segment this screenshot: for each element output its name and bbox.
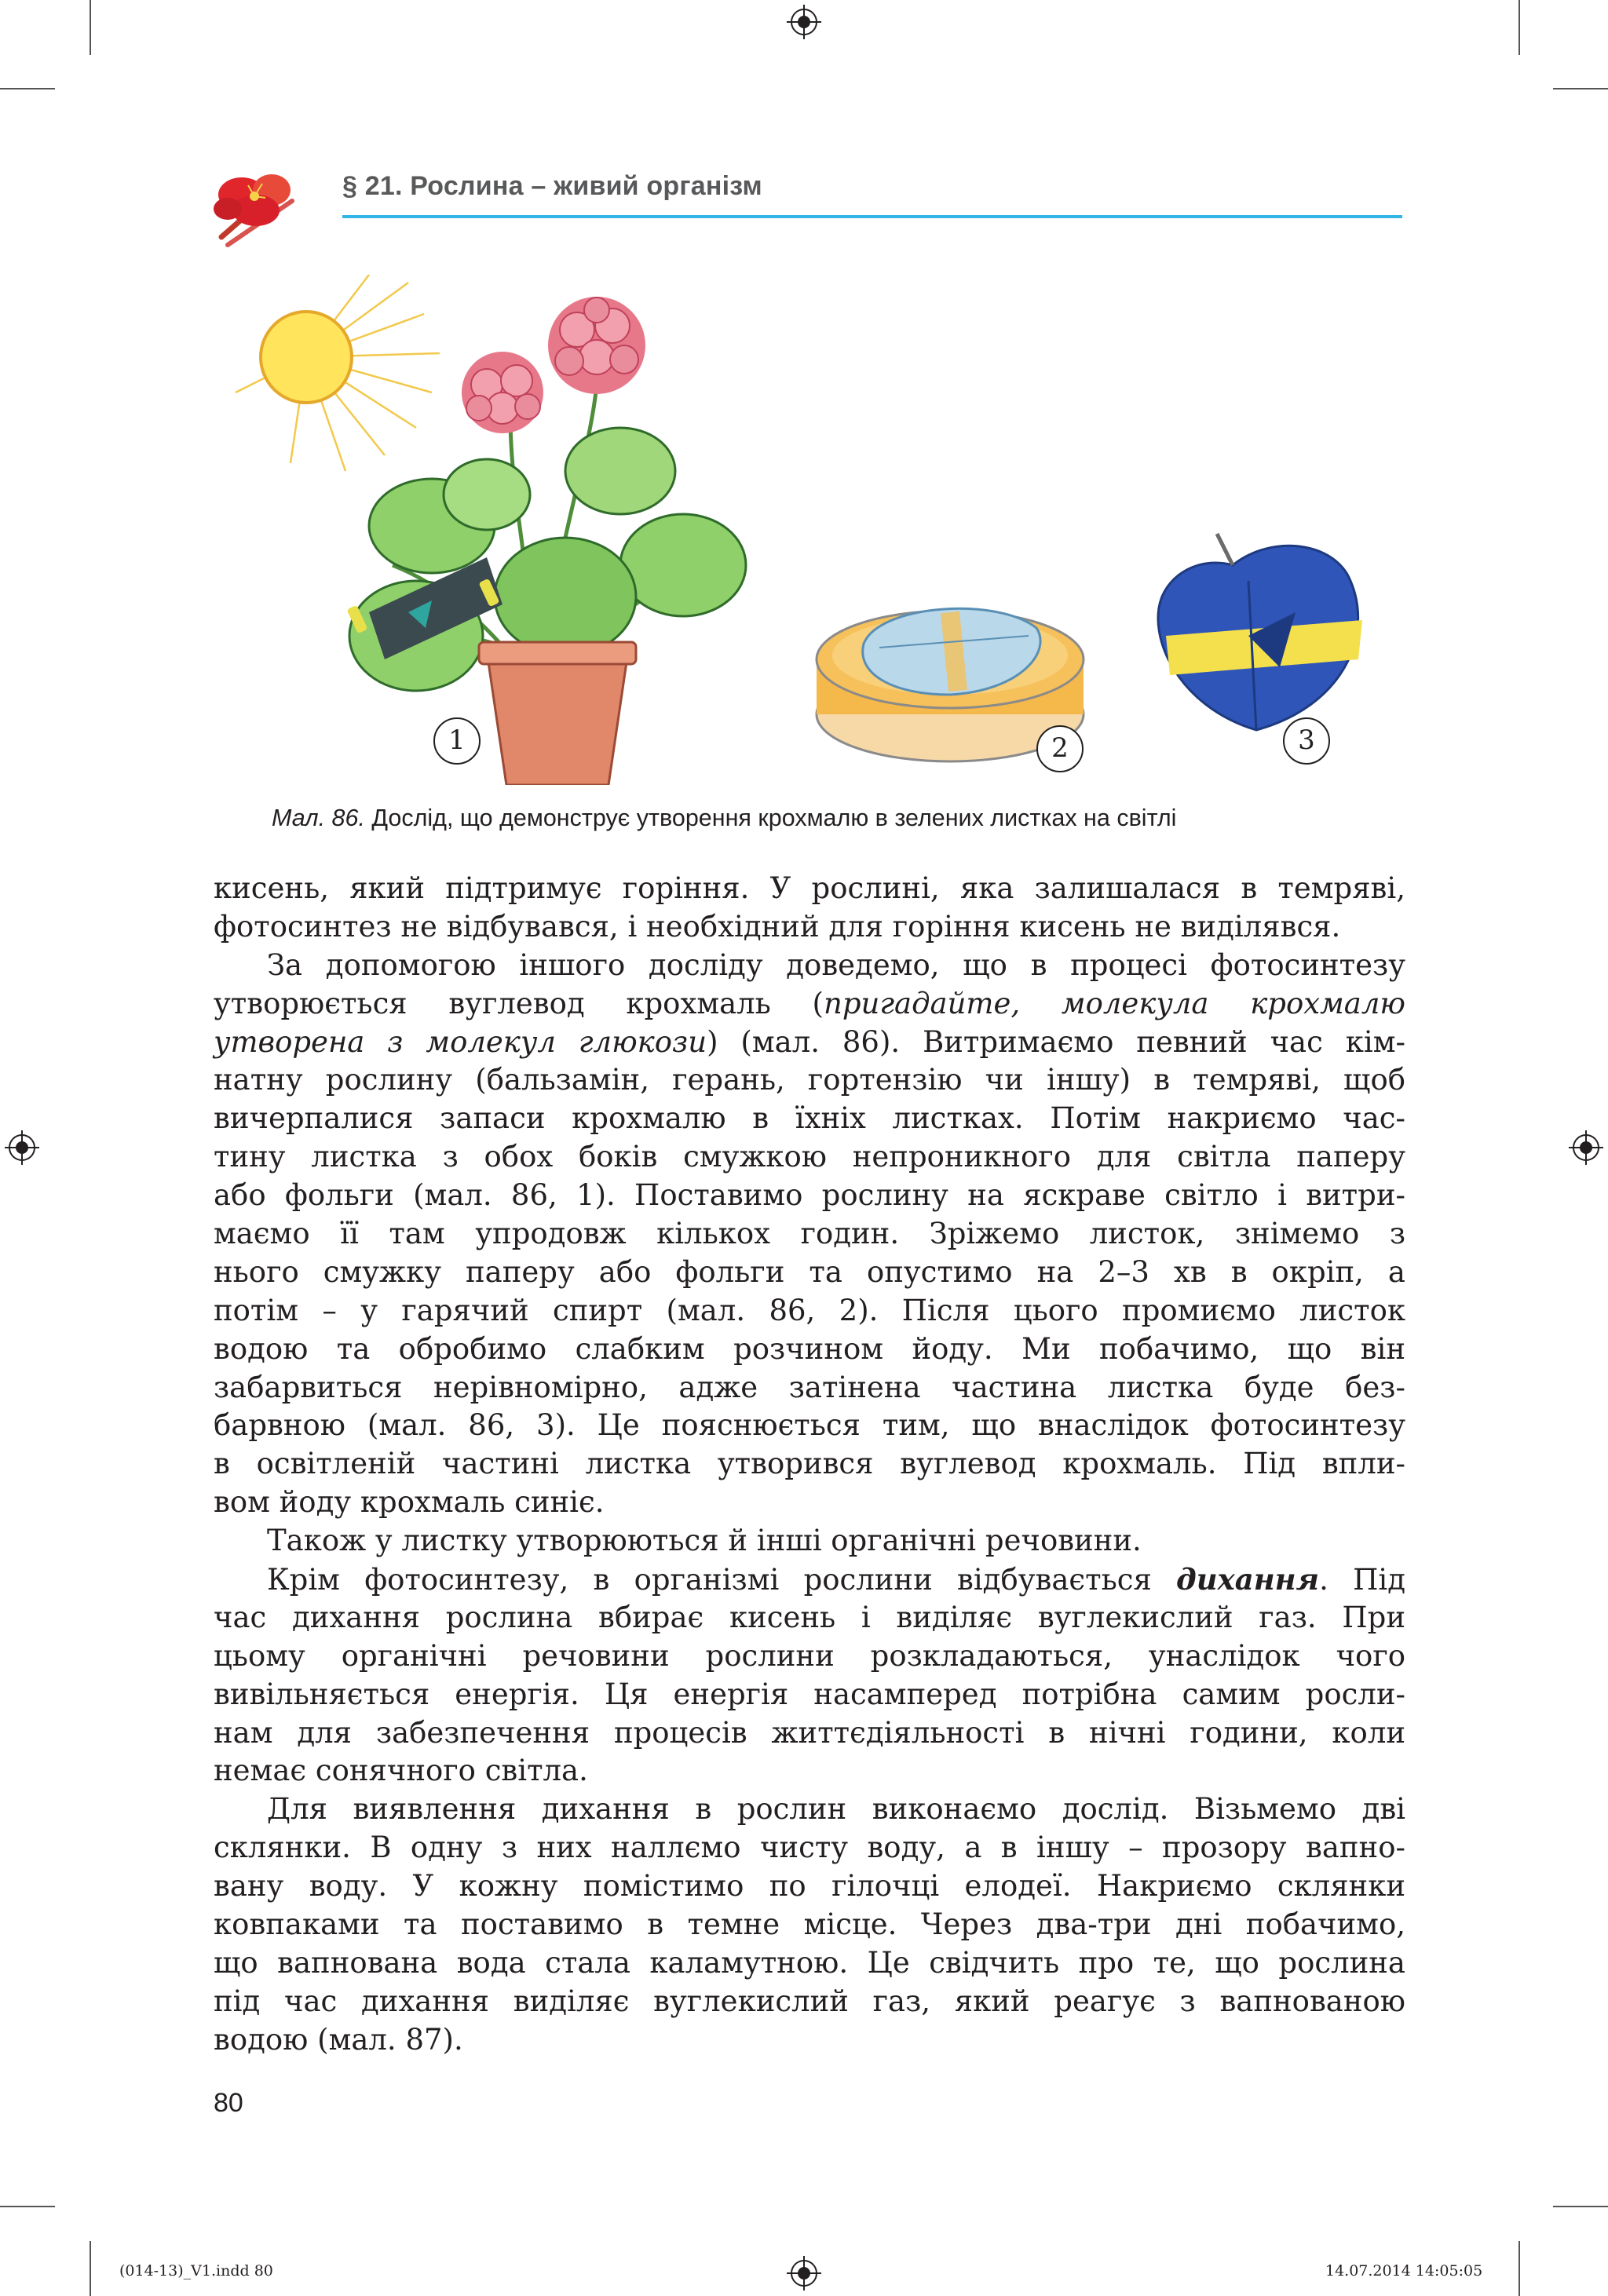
figure-label-2: 2: [1036, 725, 1084, 772]
text-line: немає сонячного світла.: [214, 1754, 588, 1788]
text-line: під час дихання виділяє вуглекислий газ, який реагує з вапнованою: [214, 1984, 1405, 2018]
text-line: вом йоду крохмаль синіє.: [214, 1485, 605, 1520]
text-line: Крім фотосинтезу, в організмі рослини відбувається дихання. Під: [267, 1562, 1406, 1597]
text-line: утворюється вуглевод крохмаль (пригадайте, молекула крохмалю: [214, 986, 1405, 1020]
caption-prefix: Мал. 86.: [272, 805, 365, 831]
text-line: натну рослину (бальзамін, герань, гортензію чи іншу) в темряві, щоб: [214, 1063, 1405, 1097]
body-text: [214, 870, 1405, 2060]
text-line: в освітленій частині листка утворився вуглевод крохмаль. Під впли-: [214, 1447, 1405, 1481]
figure-caption: [272, 805, 1371, 832]
figure-86: [220, 267, 1398, 785]
text-line: або фольги (мал. 86, 1). Поставимо рослину на яскраве світло і витри-: [214, 1178, 1405, 1213]
text-line: забарвиться нерівномірно, адже затінена частина листка буде без-: [214, 1370, 1405, 1404]
italic-phrase: пригадайте, молекула крохмалю: [823, 986, 1405, 1020]
crop-mark: [90, 0, 91, 55]
flower-cluster-icon: [462, 352, 543, 433]
text-line: що вапнована вода стала каламутною. Це свідчить про те, що рослина: [214, 1945, 1405, 1980]
text-line: водою (мал. 87).: [214, 2022, 463, 2057]
sun-icon: [236, 275, 440, 471]
caption-text: Дослід, що демонструє утворення крохмалю в зелених листках на світлі: [364, 805, 1177, 831]
text-line: нього смужку паперу або фольги та опустимо на 2–3 хв в окріп, а: [214, 1254, 1405, 1289]
crop-mark: [1518, 2241, 1520, 2296]
text-line: цьому органічні речовини рослини розкладаються, унаслідок чого: [214, 1638, 1405, 1673]
slug-datetime: 14.07.2014 14:05:05: [1325, 2262, 1483, 2280]
registration-mark-icon: [787, 2256, 821, 2291]
registration-mark-icon: [1569, 1130, 1603, 1165]
text-line: вивільняється енергія. Ця енергія насамперед потрібна самим росли-: [214, 1677, 1405, 1711]
text-line: утворена з молекул глюкози) (мал. 86). Витримаємо певний час кім-: [214, 1024, 1405, 1059]
text-line: вичерпалися запаси крохмалю в їхніх листках. Потім накриємо час-: [214, 1101, 1405, 1136]
text-line: ковпаками та поставимо в темне місце. Через два-три дні побачимо,: [214, 1907, 1405, 1942]
text-line: склянки. В одну з них наллємо чисту воду, а в іншу – прозору вапно-: [214, 1831, 1405, 1865]
crop-mark: [90, 2241, 91, 2296]
crop-mark: [0, 88, 55, 89]
text-line: потім – у гарячий спирт (мал. 86, 2). Після цього промиємо листок: [214, 1293, 1405, 1327]
text-line: Для виявлення дихання в рослин виконаємо дослід. Візьмемо дві: [267, 1792, 1405, 1827]
figure-label-3: 3: [1283, 717, 1330, 765]
crop-mark: [0, 2206, 55, 2207]
text-line: час дихання рослина вбирає кисень і виділяє вуглекислий газ. При: [214, 1600, 1405, 1634]
text-line: фотосинтез не відбувався, і необхідний для горіння кисень не виділявся.: [214, 909, 1341, 944]
slug-file: (014-13)_V1.indd 80: [119, 2262, 273, 2280]
flower-pot-icon: [479, 642, 636, 785]
text-line: тину листка з обох боків смужкою непроникного для світла паперу: [214, 1140, 1405, 1174]
text-line: барвною (мал. 86, 3). Це пояснюється тим, що внаслідок фотосинтезу: [214, 1408, 1405, 1443]
crop-mark: [1553, 88, 1608, 89]
text-line: нам для забезпечення процесів життєдіяльності в нічні години, коли: [214, 1715, 1405, 1750]
geranium-flower-icon: [206, 166, 306, 253]
header-rule: [342, 215, 1402, 218]
registration-mark-icon: [5, 1130, 39, 1165]
section-title: § 21. Рослина – живий організм: [342, 171, 762, 201]
text-line: маємо її там упродовж кількох годин. Зріжемо листок, знімемо з: [214, 1217, 1405, 1251]
text-line: Також у листку утворюються й інші органічні речовини.: [267, 1524, 1142, 1558]
text-line: кисень, який підтримує горіння. У рослині, яка залишалася в темряві,: [214, 871, 1405, 905]
registration-mark-icon: [787, 5, 821, 39]
crop-mark: [1518, 0, 1520, 55]
bold-term: дихання: [1176, 1562, 1320, 1597]
text-line: вану воду. У кожну помістимо по гілочці елодеї. Накриємо склянки: [214, 1869, 1405, 1904]
text-line: водою та обробимо слабким розчином йоду. Ми побачимо, що він: [214, 1331, 1405, 1366]
page-number: 80: [214, 2088, 243, 2118]
text-line: За допомогою іншого досліду доведемо, що в процесі фотосинтезу: [267, 947, 1405, 982]
figure-label-1: 1: [433, 717, 481, 765]
experiment-illustration: [220, 267, 1398, 785]
flower-cluster-icon: [548, 297, 645, 394]
stained-leaf-icon: [1158, 534, 1362, 730]
italic-phrase: утворена з молекул глюкози: [214, 1024, 707, 1059]
geranium-plant-icon: [346, 297, 746, 785]
crop-mark: [1553, 2206, 1608, 2207]
